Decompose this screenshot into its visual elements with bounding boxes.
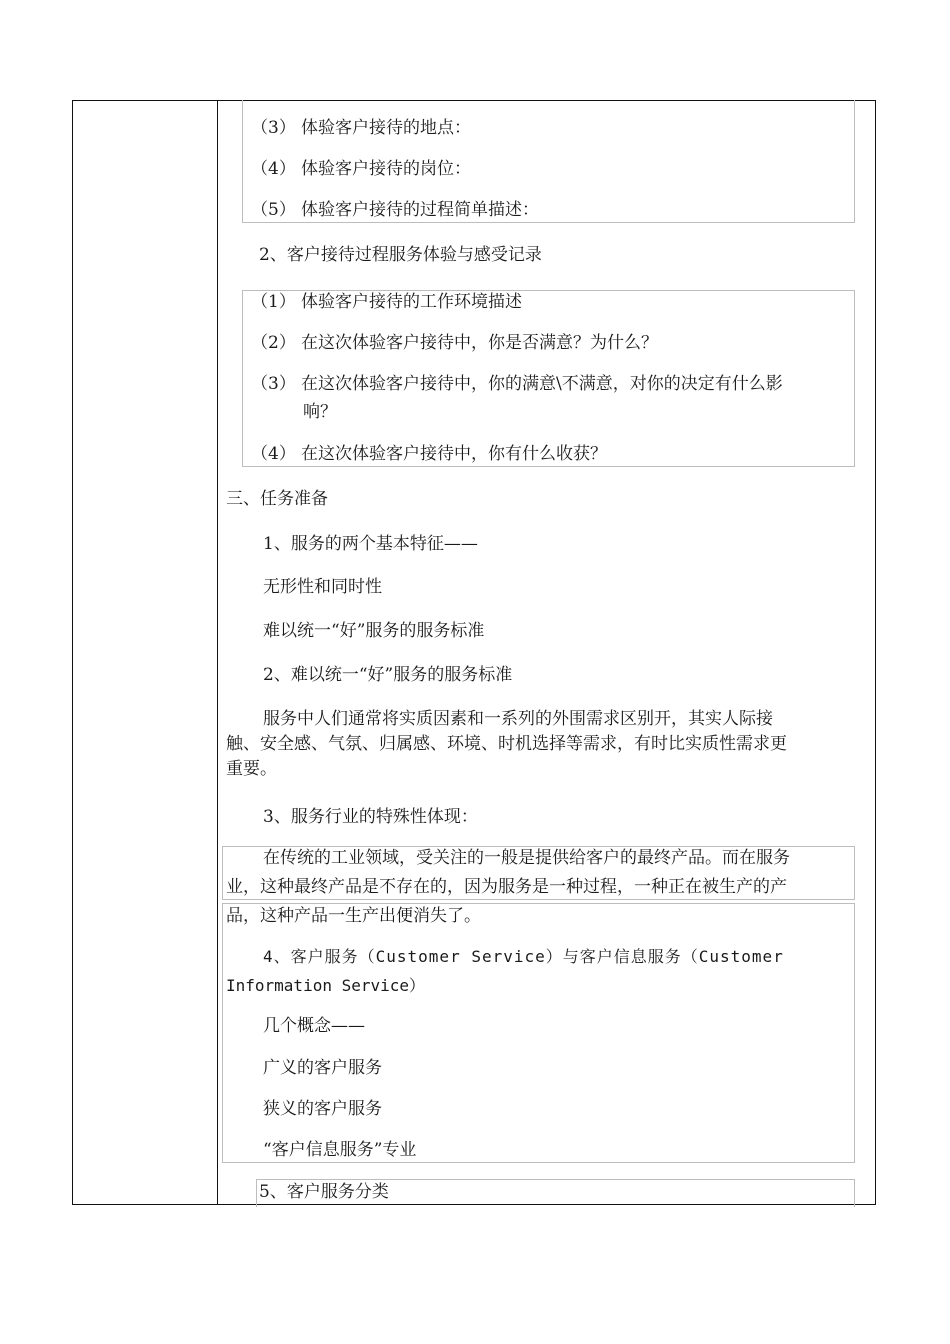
paragraph: “客户信息服务”专业 <box>263 1140 417 1160</box>
list-item: （3） 在这次体验客户接待中，你的满意\不满意，对你的决定有什么影 <box>251 374 783 394</box>
paragraph-line: 服务中人们通常将实质因素和一系列的外围需求区别开，其实人际接 <box>263 709 773 729</box>
paragraph-line: 4、客户服务（Customer Service）与客户信息服务（Customer <box>263 947 784 966</box>
paragraph-line: 在传统的工业领域，受关注的一般是提供给客户的最终产品。而在服务 <box>263 848 790 868</box>
list-item-continuation: 响？ <box>303 402 337 422</box>
list-item: （2） 在这次体验客户接待中，你是否满意？为什么？ <box>251 333 658 353</box>
paragraph: 难以统一“好”服务的服务标准 <box>263 621 485 641</box>
paragraph: 广义的客户服务 <box>263 1058 382 1078</box>
paragraph: 2、难以统一“好”服务的服务标准 <box>263 665 513 685</box>
list-item: （4） 体验客户接待的岗位： <box>251 159 471 179</box>
paragraph: 几个概念—— <box>263 1016 365 1036</box>
paragraph-line: 重要。 <box>226 759 277 779</box>
section-heading: 2、客户接待过程服务体验与感受记录 <box>259 245 542 265</box>
list-item: （5） 体验客户接待的过程简单描述： <box>251 200 539 220</box>
paragraph: 无形性和同时性 <box>263 577 382 597</box>
paragraph: 1、服务的两个基本特征—— <box>263 534 478 554</box>
paragraph: 3、服务行业的特殊性体现： <box>263 807 478 827</box>
list-item: （3） 体验客户接待的地点： <box>251 118 471 138</box>
paragraph-line: 业，这种最终产品是不存在的，因为服务是一种过程，一种正在被生产的产 <box>226 877 787 897</box>
part-heading: 三、任务准备 <box>226 489 328 509</box>
column-divider <box>217 101 218 1204</box>
paragraph-line: Information Service） <box>226 976 426 995</box>
paragraph-line: 品，这种产品一生产出便消失了。 <box>226 906 481 926</box>
paragraph-line: 触、安全感、气氛、归属感、环境、时机选择等需求，有时比实质性需求更 <box>226 734 787 754</box>
paragraph: 狭义的客户服务 <box>263 1099 382 1119</box>
paragraph: 5、客户服务分类 <box>259 1182 389 1202</box>
list-item: （1） 体验客户接待的工作环境描述 <box>251 292 522 312</box>
list-item: （4） 在这次体验客户接待中，你有什么收获？ <box>251 444 607 464</box>
